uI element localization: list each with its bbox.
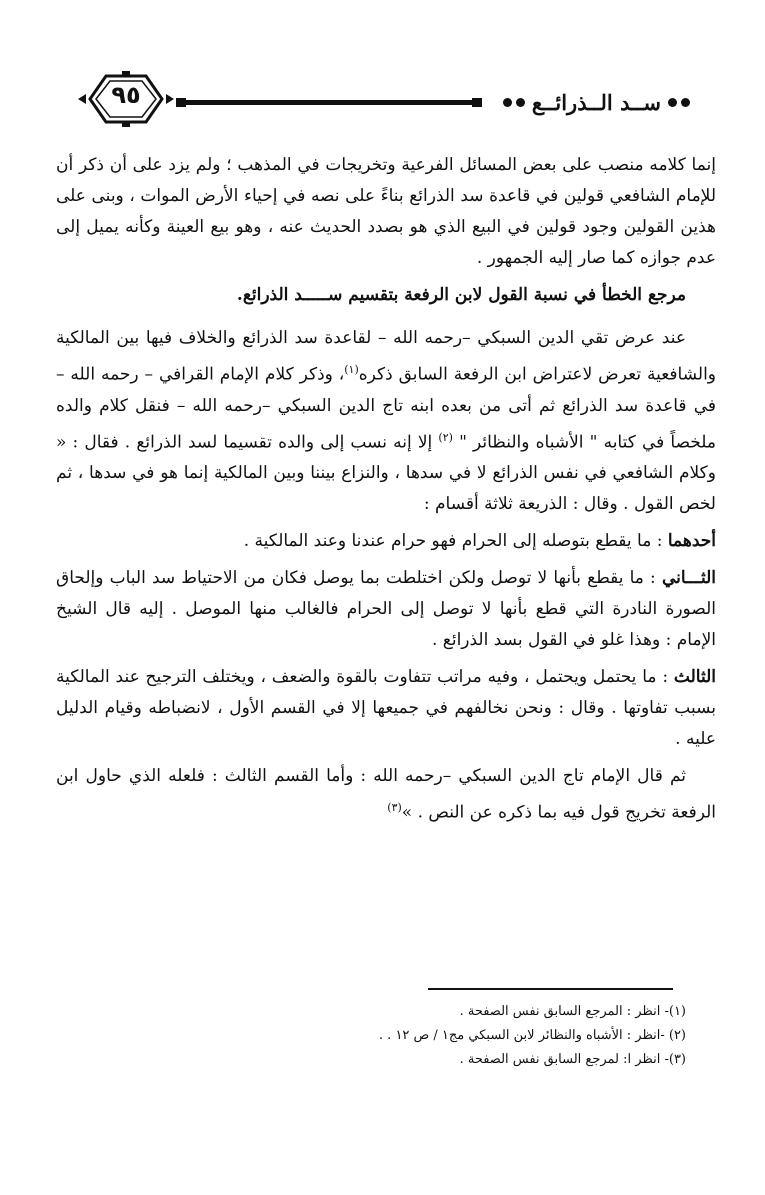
paragraph [56, 761, 716, 829]
list-item [56, 563, 716, 656]
footnote-separator [428, 988, 673, 990]
paragraph [56, 323, 716, 520]
section-heading: مرجع الخطأ في نسبة القول لابن الرفعة بتقسيم ســـــد الذرائع. [236, 285, 686, 305]
bullet-dots-icon [668, 98, 690, 107]
paragraph-text: ثم قال الإمام تاج الدين السبكي –رحمه الله : وأما القسم الثالث : فلعله الذي حاول ابن الرفعة تخريج قول فيه بما ذكره عن النص . » [56, 766, 716, 823]
list-item-text: : ما يحتمل ويحتمل ، وفيه مراتب تتفاوت بالقوة والضعف ، ويختلف الترجيح عند المالكية بسبب تفاوتها . وقال : ونحن نخالفهم في جميعها إلا في القسم الأول ، لانضباطه وقيام الدليل عليه . [56, 667, 716, 750]
list-item-text: : ما يقطع بتوصله إلى الحرام فهو حرام عندنا وعند المالكية . [243, 531, 663, 552]
paragraph-text: عند عرض تقي الدين السبكي –رحمه الله – لقاعدة سد الذرائع والخلاف فيها بين المالكية والشافعية تعرض لاعتراض ابن الرفعة السابق ذكره [56, 328, 716, 385]
header-rule [178, 100, 478, 105]
list-item-label: الثالث [673, 667, 716, 688]
list-item [56, 526, 716, 557]
footnote-ref[interactable]: (٣) [387, 801, 402, 815]
list-item-text: : ما يقطع بأنها لا توصل ولكن اختلطت بما يوصل فكان من الاحتياط سد الباب وإلحاق الصورة النادرة التي قطع بأنها لا توصل إلى الحرام فالغالب منها الموصل . إليه قال الشيخ الإمام : وهذا غلو في القول بسد الذرائع . [56, 568, 716, 651]
bullet-dots-icon [503, 98, 525, 107]
footnote: (١)- انظر : المرجع السابق نفس الصفحة . [459, 1004, 686, 1019]
footnote: (٢) -انظر : الأشباه والنظائر لابن السبكي مج١ / ص ١٢ . . [378, 1028, 686, 1043]
running-title: ســد الــذرائــع [531, 89, 661, 115]
running-title-group [480, 82, 690, 122]
paragraph: إنما كلامه منصب على بعض المسائل الفرعية وتخريجات في المذهب ؛ ولم يزد على أن ذكر أن للإمام الشافعي قولين في قاعدة سد الذرائع بناءً على نصه في إحياء الأرض الموات ، وبنى على هذين القولين وجود قولين في البيع الذي هو بصدد الحديث عنه ، وهو بيع العينة وكأنه يميل إلى عدم جوازه كما صار إليه الجمهور . [56, 155, 716, 268]
page-number-badge [76, 70, 176, 128]
list-item-label: أحدهما [667, 531, 716, 552]
paragraph-text: إلا إنه نسب إلى والده تقسيما لسد الذرائع . فقال : « وكلام الشافعي في نفس الذرائع لا في سدها ، والنزاع بيننا وبين المالكية إنما هو في سدها ، ثم لخص القول . وقال : الذريعة ثلاثة أقسام : [56, 432, 716, 515]
page-header [60, 70, 690, 130]
page-number: ٩٥ [111, 81, 141, 109]
paragraph-text: ، وذكر كلام الإمام القرافي – رحمه الله – في قاعدة سد الذرائع ثم أتى من بعده ابنه تاج الدين السبكي –رحمه الله – فنقل كلام والده ملخصاً في كتابه " الأشباه والنظائر " [56, 364, 717, 453]
footnotes [56, 1000, 716, 1072]
footnote-ref[interactable]: (١) [344, 363, 359, 376]
footnote: (٣)- انظر ا: لمرجع السابق نفس الصفحة . [459, 1052, 686, 1067]
list-item [56, 662, 716, 755]
list-item-label: الثـــاني [661, 568, 716, 589]
page-body [56, 150, 716, 835]
footnote-ref[interactable]: (٢) [438, 430, 453, 444]
